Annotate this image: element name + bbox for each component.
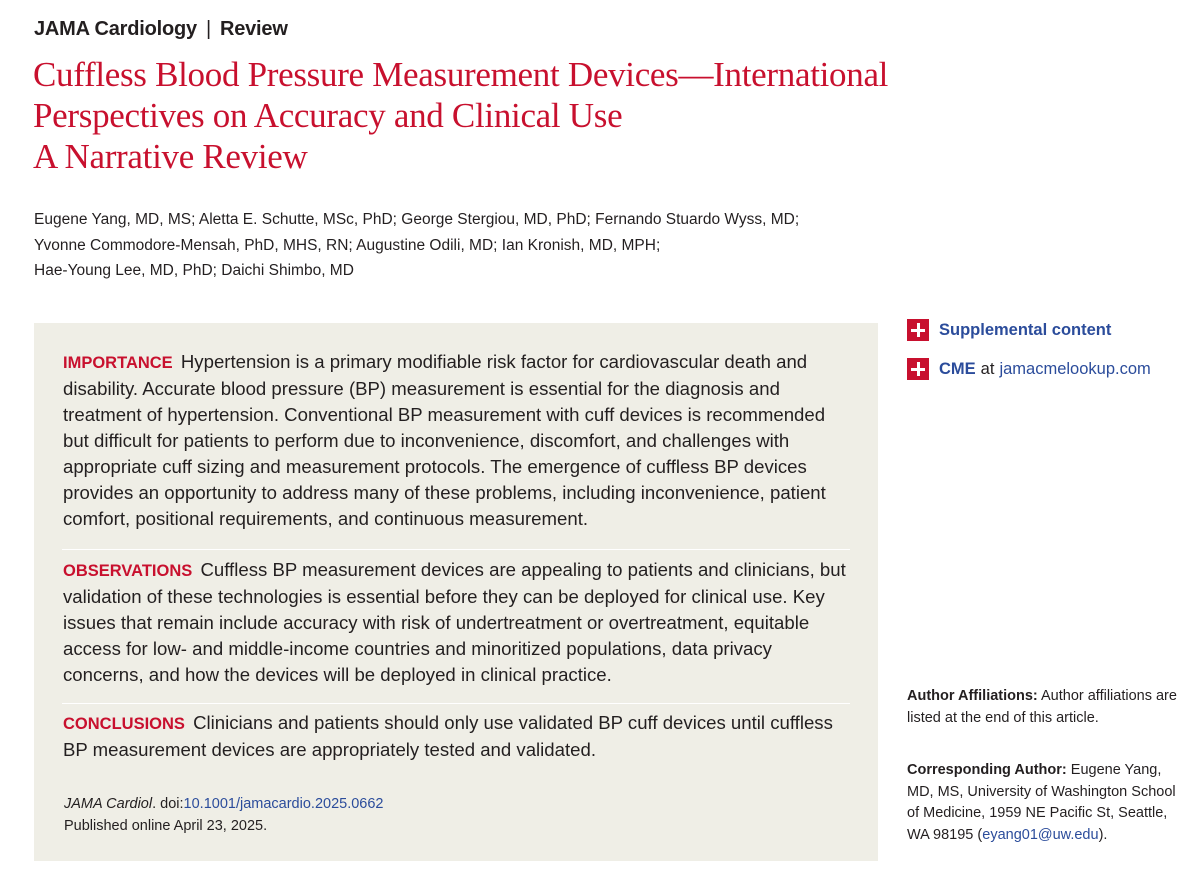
title-subtitle: A Narrative Review xyxy=(33,137,308,176)
supplemental-label[interactable]: Supplemental content xyxy=(939,320,1112,339)
authors-line-2: Yvonne Commodore-Mensah, PhD, MHS, RN; Augustine Odili, MD; Ian Kronish, MD, MPH; xyxy=(34,236,661,254)
abstract-observations xyxy=(63,557,852,688)
doi-link[interactable]: 10.1001/jamacardio.2025.0662 xyxy=(183,796,384,812)
section-divider xyxy=(62,549,850,550)
abstract-conclusions xyxy=(63,710,852,763)
cme-url[interactable]: jamacmelookup.com xyxy=(999,359,1151,378)
observations-heading: OBSERVATIONS xyxy=(63,562,193,580)
plus-icon xyxy=(907,358,929,380)
importance-heading: IMPORTANCE xyxy=(63,354,173,372)
header-separator: | xyxy=(205,18,211,40)
abstract-box xyxy=(34,323,878,861)
cme-link[interactable] xyxy=(907,358,1151,380)
importance-text: Hypertension is a primary modifiable risk factor for cardiovascular death and disability. Accurate blood pressure (BP) measurement is essential for the diagnosis and treatment of hypertension. Conventional BP measurement with cuff devices is recommended but difficult for patients to perform due to inconvenience, discomfort, and challenges with appropriate cuff sizing and measurement protocols. The emergence of cuffless BP devices provides an opportunity to address many of these problems, including inconvenience, patient comfort, positional requirements, and continuous measurement. xyxy=(63,351,826,529)
observations-text: Cuffless BP measurement devices are appealing to patients and clinicians, but validation of these technologies is essential before they can be deployed for clinical use. Key issues that remain include accuracy with risk of undertreatment or overtreatment, equitable access for low- and middle-income countries and minoritized populations, data privacy concerns, and how the devices will be deployed in clinical practice. xyxy=(63,559,846,685)
email-link[interactable]: eyang01@uw.edu xyxy=(982,826,1099,843)
journal-name: JAMA Cardiology xyxy=(34,18,197,40)
title-line-2: Perspectives on Accuracy and Clinical Use xyxy=(33,96,623,135)
corresponding-text: Eugene Yang, MD, MS, University of Washington School of Medicine, 1959 NE Pacific St, Seattle, WA 98195 xyxy=(907,762,1176,843)
cme-at: at xyxy=(980,359,995,378)
cme-label[interactable]: CME xyxy=(939,359,976,378)
affiliations-text: Author affiliations are listed at the end of this article. xyxy=(907,688,1177,726)
citation-journal: JAMA Cardiol xyxy=(64,796,153,812)
email-open: ( xyxy=(977,826,983,843)
section-divider xyxy=(62,703,850,704)
affiliations-heading: Author Affiliations: xyxy=(907,688,1038,704)
conclusions-text: Clinicians and patients should only use validated BP cuff devices until cuffless BP measurement devices are appropriately tested and validated. xyxy=(63,712,833,760)
citation-doi-prefix: . doi: xyxy=(152,796,184,812)
author-affiliations xyxy=(907,686,1177,729)
corresponding-heading: Corresponding Author: xyxy=(907,762,1067,778)
plus-icon xyxy=(907,319,929,341)
citation-line xyxy=(64,793,383,815)
email-close: ). xyxy=(1098,826,1108,843)
authors-line-1: Eugene Yang, MD, MS; Aletta E. Schutte, MSc, PhD; George Stergiou, MD, PhD; Fernando Stuardo Wyss, MD; xyxy=(34,211,800,228)
title-line-1: Cuffless Blood Pressure Measurement Devices—International xyxy=(33,55,889,94)
corresponding-author xyxy=(907,760,1177,846)
article-type: Review xyxy=(219,18,288,40)
authors-line-3: Hae-Young Lee, MD, PhD; Daichi Shimbo, MD xyxy=(34,262,354,279)
author-list xyxy=(34,207,894,284)
publication-date: Published online April 23, 2025. xyxy=(64,818,268,834)
journal-header xyxy=(34,18,288,41)
abstract-importance xyxy=(63,349,852,532)
conclusions-heading: CONCLUSIONS xyxy=(63,715,185,733)
article-title xyxy=(33,54,1033,177)
supplemental-content-link[interactable] xyxy=(907,319,1111,341)
citation-block xyxy=(64,793,383,837)
